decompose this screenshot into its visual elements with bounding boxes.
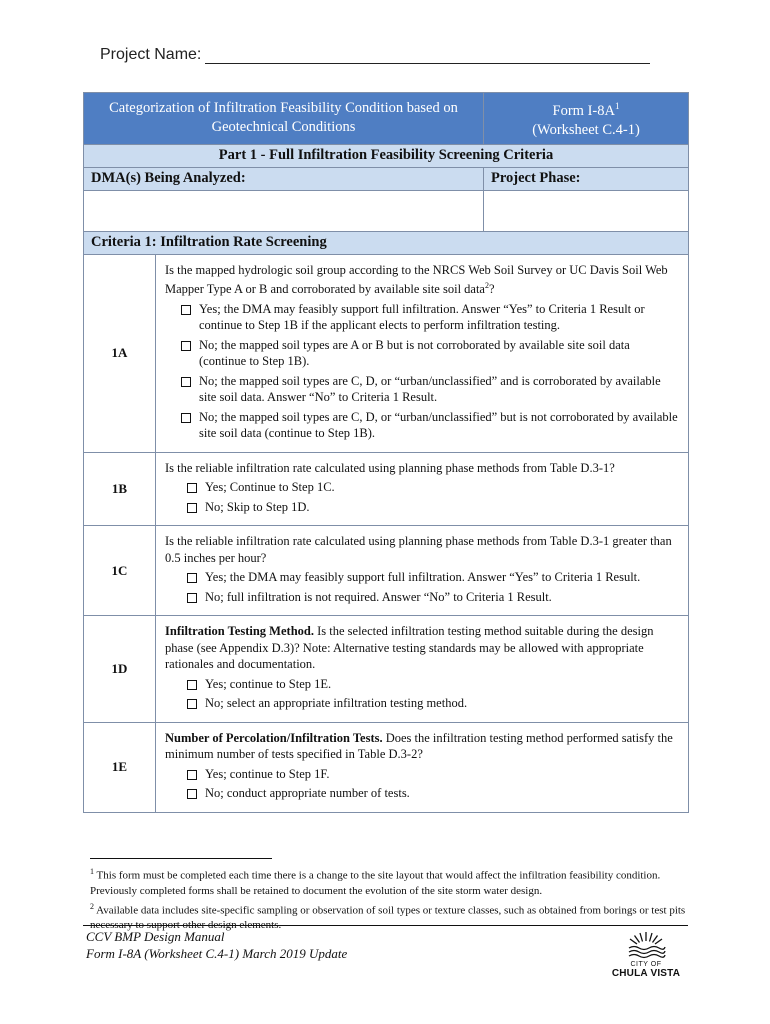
checkbox-icon[interactable] [187,593,197,603]
option-1e-1[interactable]: Yes; continue to Step 1F. [165,766,680,783]
step-id-1a: 1A [84,254,156,452]
form-title-cell [84,93,484,145]
footnote-1: $^1$ This form must be completed each time there is a change to the site layout that would affect the infiltration feasibility condition. Previously completed forms shall be retained to document the evolution of the site storm water design. [90,867,661,897]
step-content-1c [156,526,689,616]
question-1a: Is the mapped hydrologic soil group according to the NRCS Web Soil Survey or UC Davis Soil Web Mapper Type A or B and corroborated by available site soil data$^2$? [165,262,668,297]
option-1d-2[interactable]: No; select an appropriate infiltration testing method. [165,695,680,712]
sun-waves-icon [623,928,669,960]
form-title-line2: Geotechnical Conditions [211,119,356,136]
checkbox-icon[interactable] [181,377,191,387]
step-content-1b [156,452,689,526]
question-1d: Infiltration Testing Method. Is the selected infiltration testing method suitable during the design phase (see Appendix D.3)? Note: Alternative testing standards may be allowed with appropriate rationales and documentation. [165,624,654,672]
option-1a-2[interactable]: No; the mapped soil types are A or B but is not corroborated by available site soil data (continue to Step 1B). [165,337,680,370]
checkbox-icon[interactable] [187,789,197,799]
option-1b-2[interactable]: No; Skip to Step 1D. [165,499,680,516]
table-row [84,722,689,812]
option-1a-3[interactable]: No; the mapped soil types are C, D, or “urban/unclassified” and is corroborated by available site soil data. Answer “No” to Criteria 1 Result. [165,373,680,406]
table-row [84,526,689,616]
logo-city-of: CITY OF [630,961,662,968]
project-name-field[interactable] [205,47,650,64]
checkbox-icon[interactable] [181,413,191,423]
footnote-divider [90,858,272,859]
question-1c: Is the reliable infiltration rate calculated using planning phase methods from Table D.3-1 greater than 0.5 inches per hour? [165,534,672,565]
project-phase-input-cell[interactable] [484,190,689,231]
project-phase-label: Project Phase: [484,167,689,190]
footer-text [86,928,347,962]
checkbox-icon[interactable] [187,503,197,513]
part1-title: Part 1 - Full Infiltration Feasibility Screening Criteria [84,144,689,167]
checkbox-icon[interactable] [187,699,197,709]
criteria1-title: Criteria 1: Infiltration Rate Screening [84,231,689,254]
checkbox-icon[interactable] [187,680,197,690]
footer-divider [83,925,688,926]
infiltration-form-table [83,92,689,813]
dma-label: DMA(s) Being Analyzed: [84,167,484,190]
step-content-1d [156,616,689,723]
form-id-footnote-ref: 1 [614,101,620,111]
step-id-1e: 1E [84,722,156,812]
option-1c-2[interactable]: No; full infiltration is not required. Answer “No” to Criteria 1 Result. [165,589,680,606]
question-1e: Number of Percolation/Infiltration Tests. Does the infiltration testing method performed satisfy the minimum number of tests specified in Table D.3-2? [165,730,673,762]
option-1c-1[interactable]: Yes; the DMA may feasibly support full infiltration. Answer “Yes” to Criteria 1 Result. [165,569,680,586]
footnote-2: $^2$ Available data includes site-specific sampling or observation of soil types or texture classes, such as obtained from borings or test pits necessary to support other design elements. [90,901,686,932]
step-id-1d: 1D [84,616,156,723]
logo-city-name: CHULA VISTA [611,968,681,979]
table-row [84,452,689,526]
worksheet-id: (Worksheet C.4-1) [532,121,640,138]
checkbox-icon[interactable] [181,305,191,315]
table-row [84,616,689,723]
footnotes [90,864,690,933]
checkbox-icon[interactable] [187,770,197,780]
checkbox-icon[interactable] [181,341,191,351]
option-1a-4[interactable]: No; the mapped soil types are C, D, or “urban/unclassified” but is not corroborated by available site soil data (continue to Step 1B). [165,409,680,442]
project-name-line [100,46,650,64]
step-id-1b: 1B [84,452,156,526]
form-id: Form I-8A [552,102,615,119]
table-row [84,254,689,452]
option-1e-2[interactable]: No; conduct appropriate number of tests. [165,785,680,802]
checkbox-icon[interactable] [187,483,197,493]
step-content-1a [156,254,689,452]
step-id-1c: 1C [84,526,156,616]
question-1b: Is the reliable infiltration rate calculated using planning phase methods from Table D.3-1? [165,460,615,475]
step-content-1e [156,722,689,812]
project-name-label: Project Name: [100,46,202,63]
option-1d-1[interactable]: Yes; continue to Step 1E. [165,676,680,693]
checkbox-icon[interactable] [187,573,197,583]
option-1a-1[interactable]: Yes; the DMA may feasibly support full infiltration. Answer “Yes” to Criteria 1 Result or continue to Step 1B if the applicant elects to perform infiltration testing. [165,301,680,334]
chula-vista-logo [608,928,684,986]
dma-input-cell[interactable] [84,190,484,231]
form-id-cell [484,93,689,145]
footer-form-update: Form I-8A (Worksheet C.4-1) March 2019 Update [86,946,348,961]
option-1b-1[interactable]: Yes; Continue to Step 1C. [165,479,680,496]
footer-manual-title: CCV BMP Design Manual [86,929,225,944]
form-title-line1: Categorization of Infiltration Feasibility Condition based on [109,100,458,117]
